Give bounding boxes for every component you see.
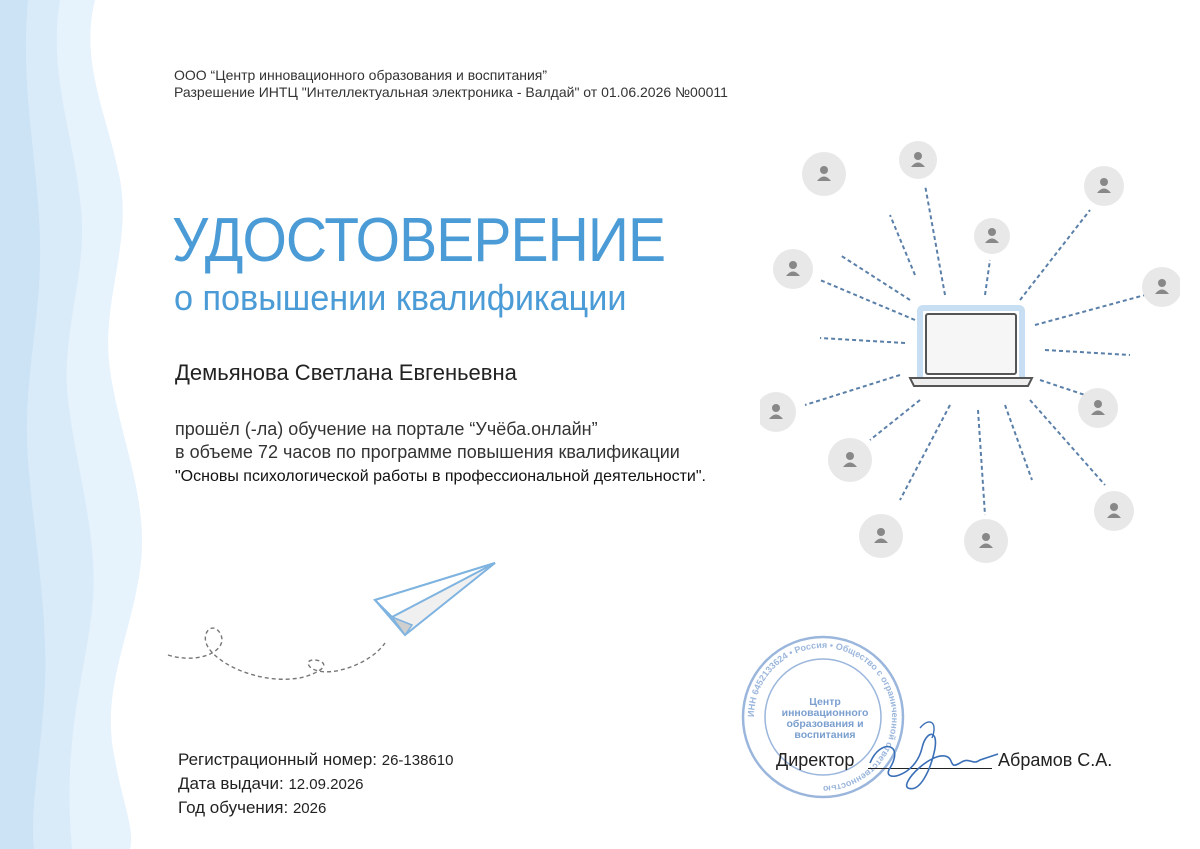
paper-plane-icon: [160, 555, 505, 695]
organization-header: [174, 67, 728, 101]
stamp-center-text: Центр инновационного образования и воспитания: [781, 696, 869, 741]
issue-date-label: Дата выдачи:: [178, 774, 284, 793]
registration-number-label: Регистрационный номер:: [178, 750, 378, 769]
certificate-title: УДОСТОВЕРЕНИЕ: [172, 206, 666, 275]
organization-name: ООО “Центр инновационного образования и воспитания”: [174, 67, 548, 83]
network-illustration: [760, 130, 1180, 570]
completion-line: прошёл (-ла) обучение на портале “Учёба.онлайн”: [175, 419, 598, 439]
study-year-row: [178, 796, 453, 820]
director-role: Директор: [776, 750, 855, 770]
recipient-name: Демьянова Светлана Евгеньевна: [175, 360, 517, 385]
certificate-subtitle: о повышении квалификации: [174, 277, 627, 318]
study-year-label: Год обучения:: [178, 798, 289, 817]
issue-date-value: 12.09.2026: [288, 776, 364, 793]
permit-line: Разрешение ИНТЦ "Интеллектуальная электроника - Валдай" от 01.06.2026 №00011: [174, 84, 728, 100]
study-year-value: 2026: [292, 800, 327, 817]
program-title: "Основы психологической работы в профессиональной деятельности".: [175, 468, 706, 485]
handwritten-signature: [860, 708, 1000, 798]
issue-date-row: [178, 772, 453, 796]
registration-number-row: [178, 748, 453, 772]
hours-line: в объеме 72 часов по программе повышения квалификации: [175, 442, 680, 462]
registration-number-value: 26-138610: [381, 752, 454, 769]
director-name: Абрамов С.А.: [998, 750, 1113, 770]
stamp-ring-text: ИНН 6452133624 • Россия • Общество с ограниченной ответственностью: [745, 639, 901, 795]
registration-block: [178, 748, 453, 820]
decorative-wave: [0, 0, 160, 849]
